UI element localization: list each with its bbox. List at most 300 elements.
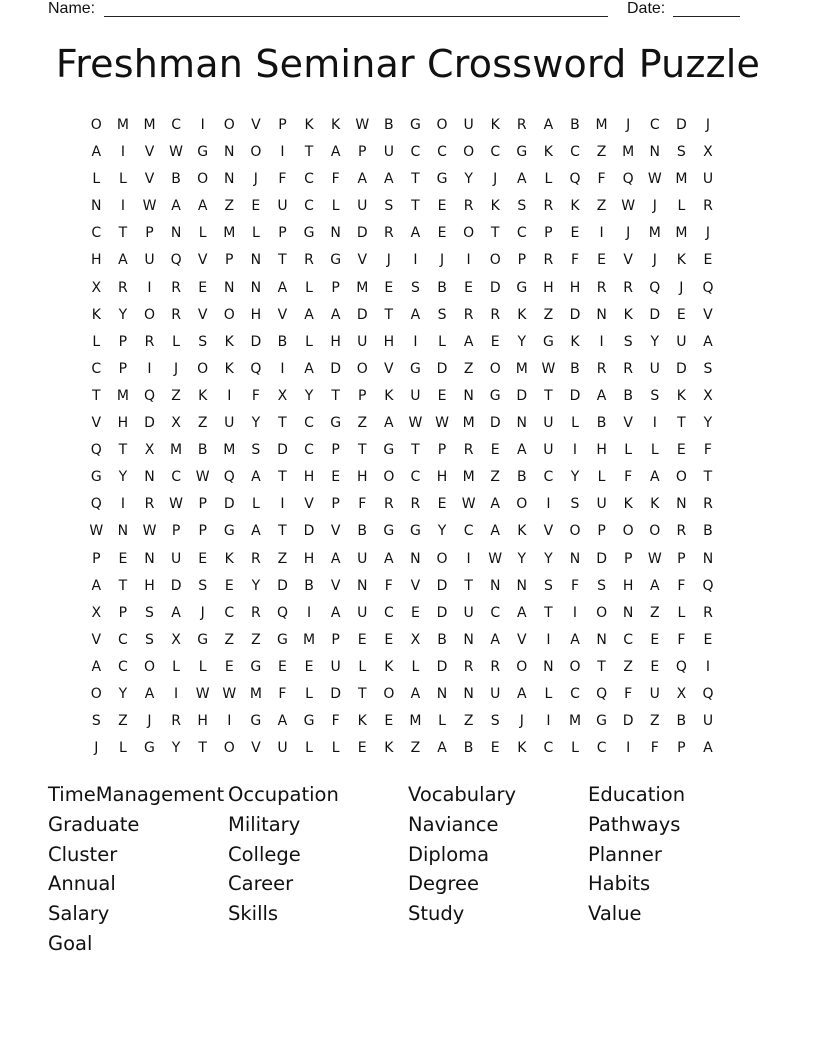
- grid-letter: N: [436, 685, 448, 702]
- grid-letter: I: [280, 144, 285, 161]
- grid-letter: N: [250, 279, 262, 296]
- grid-letter: L: [305, 333, 313, 350]
- grid-letter: C: [516, 225, 527, 242]
- grid-letter: W: [142, 198, 157, 215]
- grid-letter: W: [488, 550, 503, 567]
- grid-letter: Y: [304, 387, 314, 404]
- grid-letter: D: [277, 442, 288, 459]
- grid-letter: L: [677, 198, 686, 215]
- grid-letter: V: [277, 306, 288, 323]
- worksheet-header: [48, 0, 748, 22]
- grid-letter: C: [304, 415, 314, 432]
- grid-letter: D: [356, 306, 368, 323]
- grid-letter: U: [543, 442, 554, 459]
- grid-letter: A: [517, 604, 527, 621]
- grid-letter: Y: [437, 523, 447, 540]
- grid-letter: U: [277, 198, 288, 215]
- grid-letter: J: [519, 713, 524, 730]
- grid-letter: Z: [277, 550, 288, 567]
- grid-letter: H: [303, 550, 315, 567]
- grid-letter: R: [596, 360, 607, 377]
- grid-letter: N: [463, 387, 474, 404]
- grid-letter: Y: [464, 171, 473, 188]
- grid-letter: L: [597, 469, 606, 486]
- word-bank-item: Naviance: [408, 812, 499, 836]
- grid-letter: H: [622, 577, 634, 594]
- grid-letter: O: [383, 685, 395, 702]
- word-bank-item: Annual: [48, 872, 116, 896]
- grid-letter: N: [224, 279, 235, 296]
- grid-letter: S: [623, 333, 633, 350]
- grid-letter: D: [303, 523, 315, 540]
- grid-letter: C: [91, 360, 102, 377]
- grid-letter: R: [543, 198, 554, 215]
- grid-letter: V: [197, 306, 208, 323]
- grid-letter: P: [118, 333, 128, 350]
- grid-letter: Z: [410, 740, 421, 757]
- grid-letter: G: [489, 387, 501, 404]
- grid-letter: A: [384, 550, 394, 567]
- grid-letter: B: [596, 415, 607, 432]
- grid-letter: I: [227, 713, 232, 730]
- grid-letter: V: [623, 415, 633, 432]
- grid-letter: W: [541, 360, 556, 377]
- grid-letter: J: [386, 252, 391, 269]
- word-bank-item: Habits: [588, 872, 651, 896]
- grid-letter: K: [224, 360, 234, 377]
- grid-letter: M: [170, 442, 183, 459]
- grid-letter: I: [466, 252, 471, 269]
- grid-letter: T: [331, 387, 340, 404]
- grid-letter: U: [490, 685, 501, 702]
- grid-letter: A: [330, 604, 341, 621]
- grid-letter: Z: [623, 658, 633, 675]
- grid-letter: T: [411, 198, 420, 215]
- grid-letter: E: [118, 550, 128, 567]
- grid-letter: J: [253, 171, 258, 188]
- grid-letter: E: [278, 658, 287, 675]
- grid-letter: P: [358, 144, 367, 161]
- grid-letter: N: [356, 577, 368, 594]
- grid-letter: O: [489, 360, 501, 377]
- grid-letter: R: [118, 279, 128, 296]
- grid-letter: L: [358, 658, 367, 675]
- grid-letter: V: [703, 306, 713, 323]
- grid-letter: P: [198, 523, 207, 540]
- grid-letter: L: [118, 740, 127, 757]
- grid-letter: E: [464, 279, 474, 296]
- grid-letter: V: [330, 523, 341, 540]
- grid-letter: W: [408, 415, 423, 432]
- grid-letter: Q: [90, 496, 102, 513]
- word-bank-item: Pathways: [588, 812, 681, 836]
- grid-letter: T: [464, 577, 473, 594]
- grid-letter: O: [223, 117, 235, 133]
- grid-letter: F: [570, 577, 580, 594]
- grid-letter: N: [702, 550, 714, 567]
- word-bank-item: Diploma: [408, 842, 490, 866]
- grid-letter: J: [200, 604, 205, 621]
- grid-letter: Z: [596, 198, 607, 215]
- grid-letter: G: [90, 469, 102, 486]
- grid-letter: Z: [649, 713, 660, 730]
- grid-letter: S: [570, 496, 580, 513]
- grid-letter: M: [462, 469, 475, 486]
- grid-letter: N: [596, 631, 607, 648]
- grid-letter: H: [144, 577, 155, 594]
- grid-letter: C: [463, 523, 474, 540]
- grid-letter: G: [383, 442, 395, 459]
- grid-letter: L: [251, 496, 260, 513]
- grid-letter: A: [251, 469, 261, 486]
- grid-letter: Q: [569, 171, 581, 188]
- grid-letter: U: [463, 117, 474, 133]
- grid-letter: E: [384, 631, 394, 648]
- grid-letter: B: [570, 117, 580, 133]
- grid-letter: W: [355, 117, 370, 133]
- grid-letter: J: [493, 171, 498, 188]
- grid-letter: M: [143, 117, 156, 133]
- grid-letter: S: [251, 442, 261, 459]
- grid-letter: E: [570, 225, 580, 242]
- grid-letter: I: [546, 713, 551, 730]
- grid-letter: B: [516, 469, 527, 486]
- grid-letter: A: [649, 577, 660, 594]
- grid-letter: T: [677, 415, 686, 432]
- grid-letter: K: [490, 198, 500, 215]
- grid-letter: R: [144, 333, 155, 350]
- word-bank-item: Graduate: [48, 812, 140, 836]
- grid-letter: V: [357, 252, 368, 269]
- grid-letter: O: [622, 523, 634, 540]
- grid-letter: W: [195, 685, 210, 702]
- grid-letter: W: [195, 469, 210, 486]
- grid-letter: T: [411, 442, 420, 459]
- grid-letter: B: [676, 713, 687, 730]
- grid-letter: F: [597, 171, 606, 188]
- grid-letter: O: [649, 523, 661, 540]
- grid-letter: D: [277, 577, 288, 594]
- grid-letter: G: [542, 333, 554, 350]
- grid-letter: R: [703, 496, 713, 513]
- grid-letter: S: [597, 577, 607, 594]
- grid-letter: I: [120, 198, 125, 215]
- grid-letter: Z: [543, 306, 554, 323]
- grid-letter: W: [647, 550, 662, 567]
- grid-letter: M: [595, 117, 608, 133]
- grid-letter: X: [91, 279, 102, 296]
- grid-letter: E: [224, 658, 234, 675]
- grid-letter: Q: [250, 360, 262, 377]
- grid-letter: F: [624, 685, 633, 702]
- grid-letter: K: [224, 550, 234, 567]
- grid-letter: D: [596, 550, 607, 567]
- grid-letter: Z: [197, 415, 208, 432]
- grid-letter: T: [278, 252, 287, 269]
- grid-letter: G: [383, 523, 395, 540]
- grid-letter: X: [703, 144, 713, 161]
- grid-letter: M: [515, 360, 528, 377]
- grid-letter: O: [463, 225, 475, 242]
- letter-grid: [83, 112, 721, 762]
- grid-letter: K: [517, 523, 527, 540]
- grid-letter: O: [383, 469, 395, 486]
- grid-letter: A: [437, 740, 447, 757]
- grid-letter: K: [198, 387, 208, 404]
- grid-letter: Y: [517, 550, 527, 567]
- grid-letter: A: [703, 740, 713, 757]
- grid-letter: Q: [675, 658, 687, 675]
- grid-letter: K: [650, 496, 660, 513]
- grid-letter: M: [223, 225, 236, 242]
- grid-letter: S: [198, 577, 208, 594]
- grid-letter: W: [222, 685, 237, 702]
- grid-letter: O: [516, 496, 528, 513]
- grid-letter: N: [676, 496, 687, 513]
- grid-letter: D: [144, 415, 155, 432]
- grid-letter: Y: [251, 415, 261, 432]
- grid-letter: B: [384, 117, 394, 133]
- grid-letter: U: [224, 415, 235, 432]
- grid-letter: E: [437, 225, 447, 242]
- grid-letter: N: [91, 198, 102, 215]
- grid-letter: L: [544, 171, 553, 188]
- grid-letter: I: [174, 685, 179, 702]
- word-bank-item: Occupation: [228, 783, 339, 806]
- grid-letter: I: [280, 496, 285, 513]
- grid-letter: G: [197, 144, 209, 161]
- grid-letter: A: [277, 713, 288, 730]
- grid-letter: T: [490, 225, 500, 242]
- grid-letter: I: [413, 333, 418, 350]
- grid-letter: P: [677, 550, 686, 567]
- grid-letter: Y: [544, 550, 553, 567]
- grid-letter: A: [330, 144, 341, 161]
- grid-letter: V: [144, 171, 155, 188]
- grid-letter: K: [676, 387, 686, 404]
- grid-letter: C: [171, 117, 181, 133]
- grid-letter: T: [384, 306, 394, 323]
- grid-letter: D: [436, 658, 448, 675]
- grid-letter: A: [490, 523, 500, 540]
- grid-letter: A: [171, 198, 181, 215]
- grid-letter: I: [705, 658, 711, 675]
- grid-letter: L: [571, 415, 579, 432]
- grid-letter: J: [626, 225, 631, 242]
- grid-letter: V: [144, 144, 155, 161]
- grid-letter: O: [436, 117, 448, 133]
- grid-letter: B: [277, 333, 288, 350]
- grid-letter: C: [596, 740, 607, 757]
- name-blank-line: [104, 16, 608, 17]
- grid-letter: U: [702, 713, 714, 730]
- grid-letter: L: [198, 658, 207, 675]
- grid-letter: K: [331, 117, 341, 133]
- grid-letter: P: [225, 252, 234, 269]
- grid-letter: G: [303, 713, 315, 730]
- grid-letter: V: [251, 117, 261, 133]
- grid-letter: A: [91, 577, 102, 594]
- grid-letter: E: [357, 631, 367, 648]
- grid-letter: C: [410, 469, 421, 486]
- grid-letter: Z: [357, 415, 368, 432]
- grid-letter: B: [357, 523, 368, 540]
- word-bank-item: Planner: [588, 842, 662, 866]
- grid-letter: G: [516, 279, 528, 296]
- grid-letter: C: [543, 469, 554, 486]
- grid-letter: A: [91, 658, 102, 675]
- grid-letter: R: [463, 658, 474, 675]
- grid-letter: R: [171, 279, 181, 296]
- grid-letter: L: [118, 171, 127, 188]
- grid-letter: O: [197, 360, 209, 377]
- grid-letter: A: [517, 685, 527, 702]
- grid-letter: N: [144, 550, 155, 567]
- grid-letter: N: [330, 225, 341, 242]
- grid-letter: D: [330, 360, 342, 377]
- grid-letter: R: [144, 496, 155, 513]
- grid-letter: V: [330, 577, 341, 594]
- word-bank-item: Education: [588, 783, 686, 806]
- grid-letter: U: [357, 198, 368, 215]
- grid-letter: F: [624, 469, 633, 486]
- grid-letter: E: [331, 469, 341, 486]
- grid-letter: T: [278, 415, 287, 432]
- grid-letter: M: [249, 685, 262, 702]
- grid-letter: D: [436, 360, 448, 377]
- grid-letter: F: [650, 740, 659, 757]
- grid-letter: U: [170, 550, 182, 567]
- grid-letter: M: [223, 442, 236, 459]
- grid-letter: R: [543, 252, 554, 269]
- grid-letter: S: [703, 360, 713, 377]
- grid-letter: K: [570, 198, 580, 215]
- grid-letter: U: [543, 415, 554, 432]
- grid-letter: G: [197, 631, 209, 648]
- grid-letter: L: [438, 333, 446, 350]
- grid-letter: P: [118, 604, 128, 621]
- grid-letter: P: [118, 360, 128, 377]
- grid-letter: S: [198, 333, 208, 350]
- grid-letter: M: [568, 713, 582, 730]
- grid-letter: Y: [118, 685, 128, 702]
- grid-letter: X: [171, 415, 181, 432]
- grid-letter: K: [490, 117, 500, 133]
- grid-letter: M: [356, 279, 369, 296]
- grid-letter: C: [570, 685, 580, 702]
- word-bank-item: Career: [228, 872, 294, 896]
- grid-letter: L: [92, 333, 101, 350]
- grid-letter: W: [169, 144, 183, 161]
- grid-letter: A: [517, 442, 527, 459]
- grid-letter: B: [197, 442, 208, 459]
- grid-letter: U: [702, 171, 714, 188]
- grid-letter: A: [410, 685, 421, 702]
- grid-letter: N: [463, 685, 474, 702]
- grid-letter: K: [384, 740, 394, 757]
- grid-letter: V: [543, 523, 554, 540]
- grid-letter: O: [569, 523, 581, 540]
- grid-letter: P: [623, 550, 633, 567]
- grid-letter: U: [357, 333, 368, 350]
- grid-letter: K: [517, 306, 527, 323]
- grid-letter: C: [118, 631, 128, 648]
- grid-letter: Z: [118, 713, 128, 730]
- grid-letter: M: [622, 144, 635, 161]
- grid-letter: B: [304, 577, 314, 594]
- grid-letter: D: [569, 306, 581, 323]
- grid-letter: R: [463, 442, 474, 459]
- grid-letter: R: [410, 496, 421, 513]
- grid-letter: N: [224, 171, 235, 188]
- grid-letter: R: [516, 117, 527, 133]
- grid-letter: P: [331, 442, 340, 459]
- grid-letter: A: [649, 469, 660, 486]
- grid-letter: G: [303, 225, 315, 242]
- word-bank-item: Salary: [48, 902, 110, 926]
- grid-letter: I: [599, 225, 604, 242]
- grid-letter: L: [305, 685, 313, 702]
- grid-letter: F: [384, 577, 393, 594]
- word-bank: [48, 780, 768, 959]
- grid-letter: F: [331, 171, 340, 188]
- grid-letter: G: [250, 713, 262, 730]
- grid-letter: A: [118, 252, 128, 269]
- grid-letter: R: [171, 713, 181, 730]
- grid-letter: A: [197, 198, 208, 215]
- grid-letter: U: [357, 604, 368, 621]
- grid-letter: R: [383, 496, 394, 513]
- word-bank-item: Study: [408, 902, 465, 926]
- grid-letter: K: [357, 713, 367, 730]
- grid-letter: I: [200, 117, 205, 133]
- grid-letter: I: [652, 415, 657, 432]
- grid-letter: P: [358, 387, 367, 404]
- grid-letter: J: [705, 117, 711, 133]
- grid-letter: A: [490, 496, 500, 513]
- grid-letter: G: [223, 523, 235, 540]
- grid-letter: H: [596, 442, 607, 459]
- grid-letter: J: [705, 225, 711, 242]
- grid-letter: T: [118, 225, 128, 242]
- grid-letter: R: [463, 306, 474, 323]
- grid-letter: D: [489, 415, 501, 432]
- grid-letter: L: [172, 333, 180, 350]
- grid-letter: O: [489, 252, 501, 269]
- grid-letter: D: [330, 685, 342, 702]
- grid-letter: F: [677, 631, 686, 648]
- grid-letter: A: [596, 387, 607, 404]
- grid-letter: C: [490, 144, 501, 161]
- grid-letter: N: [224, 144, 235, 161]
- grid-letter: R: [463, 198, 474, 215]
- grid-letter: C: [224, 604, 235, 621]
- grid-letter: S: [384, 198, 394, 215]
- grid-letter: A: [517, 171, 527, 188]
- grid-letter: E: [597, 252, 606, 269]
- grid-letter: Q: [143, 387, 155, 404]
- grid-letter: S: [650, 387, 660, 404]
- grid-letter: W: [169, 496, 183, 513]
- grid-letter: H: [543, 279, 554, 296]
- grid-letter: O: [463, 144, 475, 161]
- grid-letter: A: [543, 117, 554, 133]
- grid-letter: A: [410, 306, 421, 323]
- grid-letter: D: [356, 225, 368, 242]
- grid-letter: I: [280, 360, 285, 377]
- grid-letter: S: [437, 306, 447, 323]
- grid-letter: Q: [276, 604, 288, 621]
